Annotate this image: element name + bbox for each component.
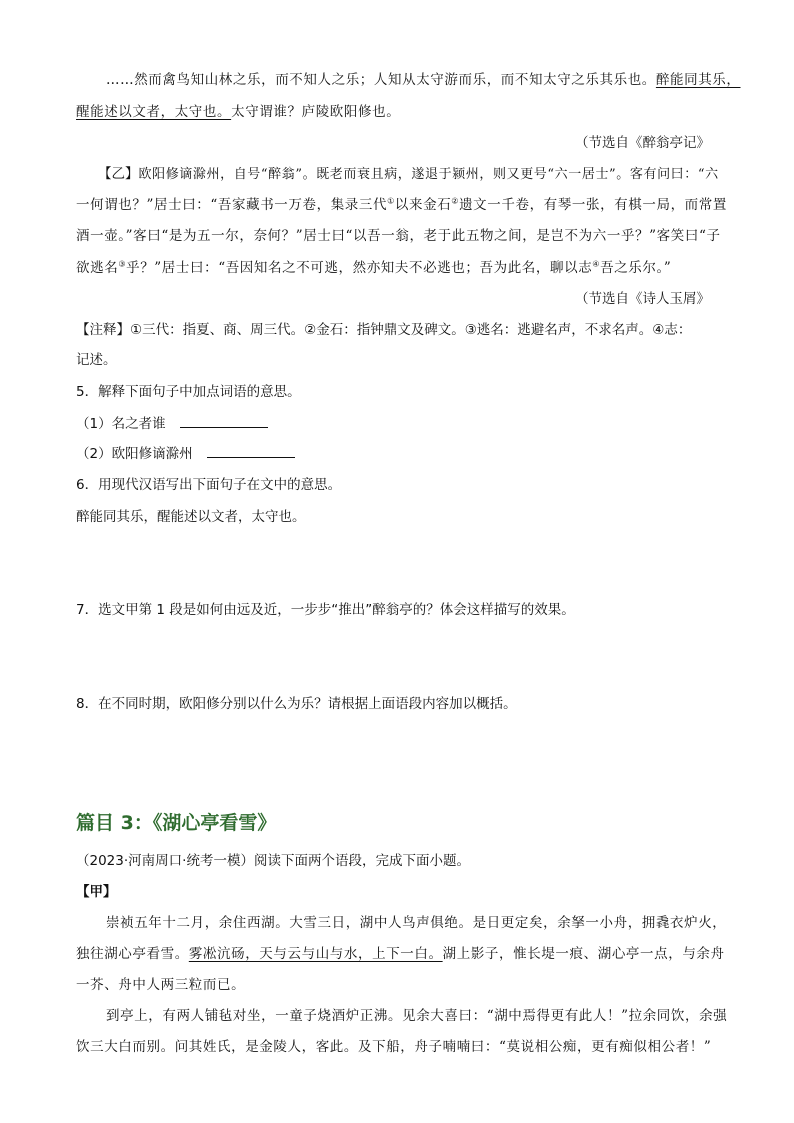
question-8: 8．在不同时期，欧阳修分别以什么为乐？请根据上面语段内容加以概括。 bbox=[76, 696, 517, 712]
passage-b-text: 遗文一千卷，有琴一张，有棋一局，而常置 bbox=[459, 197, 727, 213]
answer-blank-5-2[interactable] bbox=[207, 444, 295, 458]
passage-b-text: 一何谓也？”居士曰：“吾家藏书一万卷，集录三代 bbox=[76, 197, 388, 213]
passage-a-line-2 bbox=[76, 100, 400, 120]
footnote-marker: ③ bbox=[118, 259, 127, 269]
passage-b-text: 欲逃名 bbox=[76, 260, 119, 276]
question-5-1-text: （1）名之者谁 bbox=[76, 416, 166, 432]
passage-b-text: 欧阳修谪滁州，自号“醉翁”。既老而衰且病，遂退于颍州，则又更号“六一居士”。客有问曰：“六 bbox=[138, 167, 719, 182]
passage-a-text: ……然而禽鸟知山林之乐，而不知人之乐；人知从太守游而乐，而不知太守之乐其乐也。 bbox=[106, 72, 656, 88]
question-5-item-2 bbox=[76, 442, 295, 462]
underlined-sentence-part-1: 醉能同其乐， bbox=[655, 72, 741, 88]
notes-line-1: 【注释】①三代：指夏、商、周三代。②金石：指钟鼎文及碑文。③逃名：逃避名声，不求名声。④志： bbox=[76, 322, 692, 338]
passage-jia-text: 湖上影子，惟长堤一痕、湖心亭一点，与余舟 bbox=[442, 946, 725, 962]
passage-b-line-3: 酒一壶。”客曰“是为五一尔，奈何？”居士曰“以吾一翁，老于此五物之间，是岂不为六一乎？”客笑曰“子 bbox=[76, 228, 721, 244]
section-heading: 篇目 3：《湖心亭看雪》 bbox=[76, 812, 277, 834]
passage-b-text: 吾之乐尔。” bbox=[600, 260, 672, 276]
underlined-sentence: 雾凇沆砀，天与云与山与水，上下一白。 bbox=[188, 946, 443, 962]
passage-a-text: 太守谓谁？庐陵欧阳修也。 bbox=[231, 104, 401, 120]
passage-jia-text: 独往湖心亭看雪。 bbox=[76, 946, 189, 962]
passage-jia-label: 【甲】 bbox=[76, 884, 117, 900]
question-5: 5．解释下面句子中加点词语的意思。 bbox=[76, 384, 301, 400]
footnote-marker: ④ bbox=[592, 259, 601, 269]
section-intro: （2023·河南周口·统考一模）阅读下面两个语段，完成下面小题。 bbox=[76, 853, 470, 869]
passage-b-line-2 bbox=[76, 193, 727, 213]
footnote-marker: ② bbox=[451, 196, 460, 206]
question-5-item-1 bbox=[76, 412, 268, 432]
passage-b-line-4 bbox=[76, 256, 671, 276]
passage-jia-p1-line-2 bbox=[76, 942, 725, 962]
source-citation-a: （节选自《醉翁亭记》 bbox=[575, 135, 710, 151]
question-6: 6．用现代汉语写出下面句子在文中的意思。 bbox=[76, 477, 342, 493]
passage-a-line-1 bbox=[80, 68, 741, 88]
passage-jia-p1-line-1: 崇祯五年十二月，余住西湖。大雪三日，湖中人鸟声俱绝。是日更定矣，余拏一小舟，拥毳衣炉火， bbox=[106, 915, 727, 931]
passage-b-line-1 bbox=[98, 162, 719, 182]
passage-b-text: 以来金石 bbox=[394, 197, 452, 213]
passage-jia-p2-line-1: 到亭上，有两人铺毡对坐，一童子烧酒炉正沸。见余大喜曰：“湖中焉得更有此人！”拉余同饮，余强 bbox=[106, 1008, 728, 1024]
answer-blank-5-1[interactable] bbox=[180, 414, 268, 428]
question-7: 7．选文甲第 1 段是如何由远及近，一步步“推出”醉翁亭的？体会这样描写的效果。 bbox=[76, 602, 575, 618]
question-6-sentence: 醉能同其乐，醒能述以文者，太守也。 bbox=[76, 509, 306, 525]
notes-line-2: 记述。 bbox=[76, 352, 117, 368]
question-5-2-text: （2）欧阳修谪滁州 bbox=[76, 446, 193, 462]
passage-jia-p2-line-2: 饮三大白而别。问其姓氏，是金陵人，客此。及下船，舟子喃喃曰：“莫说相公痴，更有痴似相公者！” bbox=[76, 1039, 712, 1055]
source-citation-b: （节选自《诗人玉屑》 bbox=[575, 291, 710, 307]
passage-jia-p1-line-3: 一芥、舟中人两三粒而已。 bbox=[76, 977, 246, 993]
footnote-marker: ① bbox=[387, 196, 395, 206]
underlined-sentence-part-2: 醒能述以文者，太守也。 bbox=[76, 104, 232, 120]
passage-b-label: 【乙】 bbox=[98, 166, 139, 182]
passage-b-text: 乎？”居士曰：“吾因知名之不可逃，然亦知夫不必逃也；吾为此名，聊以志 bbox=[126, 260, 593, 276]
